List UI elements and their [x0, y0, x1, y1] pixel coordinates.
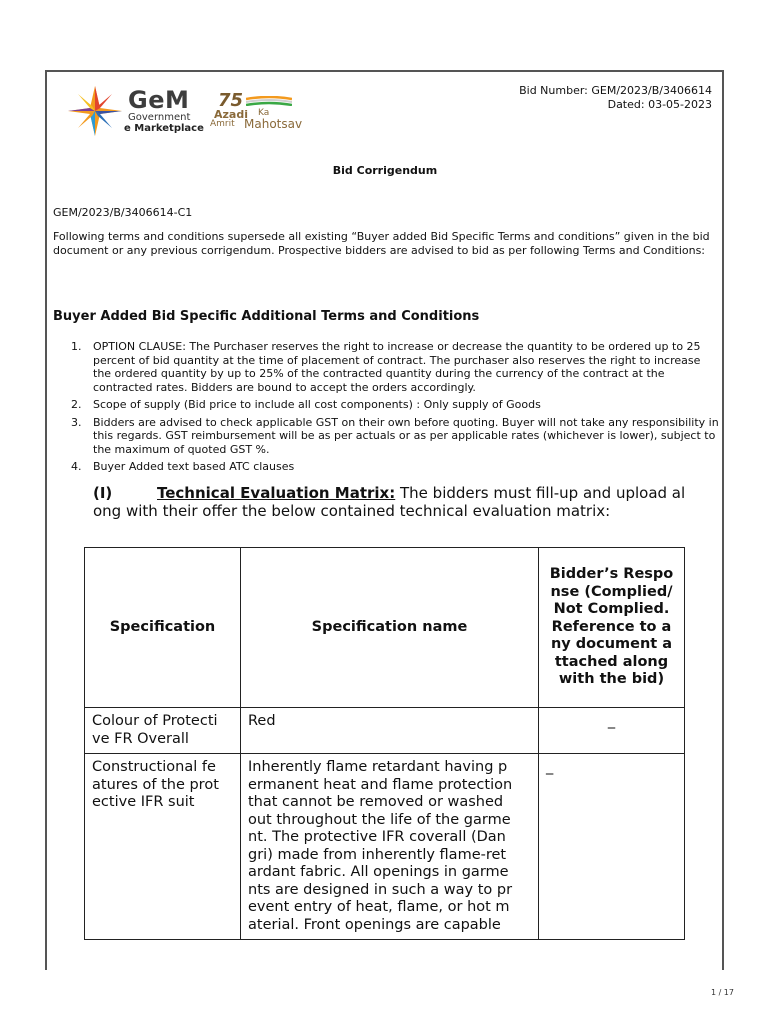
cell-specification: Constructional fe atures of the prot ective IFR suit [85, 754, 241, 940]
cell-specification-name: Inherently flame retardant having p ermanent heat and flame protection that cannot be removed or washed out throughout the life of the garme nt. The protective IFR coverall (Dan gri) made from inherently flame-ret ardant fabric. All openings in garme nts are designed in such a way to pr event entry of heat, flame, or hot m aterial. Front openings are capable [241, 754, 539, 940]
corrigendum-id: GEM/2023/B/3406614-C1 [53, 206, 193, 219]
gem-logo [64, 80, 204, 142]
clause-number: 4. [71, 460, 82, 473]
cell-specification-name: Red [241, 708, 539, 754]
matrix-intro [93, 484, 715, 520]
cell-specification: Colour of Protecti ve FR Overall [85, 708, 241, 754]
clause-item [53, 460, 721, 474]
clause-text: Scope of supply (Bid price to include all cost components) : Only supply of Goods [93, 398, 541, 411]
azadi-logo [210, 90, 320, 134]
matrix-roman-number: (I) [93, 484, 113, 502]
clause-text: Bidders are advised to check applicable GST on their own before quoting. Buyer will not take any responsibility in this regards. GST reimbursement will be as per actuals or as per applicable rates (whichever is lower), subject to the maximum of quoted GST %. [93, 415, 719, 456]
clause-number: 3. [71, 415, 82, 429]
table-row [85, 754, 685, 940]
clause-item [53, 398, 721, 412]
clause-item [53, 340, 721, 394]
cell-bidder-response: _ [539, 754, 685, 940]
matrix-text: The bidders must fill-up and upload al ong with their offer the below contained technical evaluation matrix: [93, 484, 686, 520]
bid-number: Bid Number: GEM/2023/B/3406614 [519, 84, 712, 97]
clause-list [53, 340, 721, 478]
section-heading: Buyer Added Bid Specific Additional Terms and Conditions [53, 309, 480, 324]
cell-bidder-response: _ [539, 708, 685, 754]
document-title: Bid Corrigendum [332, 164, 438, 177]
azadi-amrit: Amrit [210, 119, 235, 129]
header-bidder-response: Bidder’s Respo nse (Complied/ Not Complied. Reference to a ny document a ttached along with the bid) [539, 548, 685, 708]
gem-star-icon [64, 80, 126, 142]
header-specification: Specification [85, 548, 241, 708]
clause-text: Buyer Added text based ATC clauses [93, 460, 295, 473]
table-row [85, 708, 685, 754]
clause-number: 1. [71, 340, 82, 353]
gem-logo-line1: Government [128, 112, 191, 123]
azadi-ka: Ka [258, 108, 270, 118]
clause-text: OPTION CLAUSE: The Purchaser reserves the right to increase or decrease the quantity to be ordered up to 25 percent of bid quantity at the time of placement of contract. The purchaser also reserves the right to increase the ordered quantity by up to 25% of the contracted quantity during the currency of the contract at the contracted rates. Bidders are bound to accept the orders accordingly. [93, 340, 701, 394]
azadi-75: 75 [218, 90, 244, 111]
technical-evaluation-table [84, 547, 685, 940]
header-specification-name: Specification name [241, 548, 539, 708]
clause-item [53, 416, 721, 457]
bid-date: Dated: 03-05-2023 [607, 98, 712, 111]
azadi-mahotsav: Mahotsav [244, 117, 303, 131]
intro-paragraph: Following terms and conditions supersede all existing “Buyer added Bid Specific Terms and conditions” given in the bid document or any previous corrigendum. Prospective bidders are advised to bid as per following Terms and Conditions: [53, 230, 710, 257]
table-header-row [85, 548, 685, 708]
flag-stripes-icon [246, 96, 292, 106]
bid-meta [519, 84, 712, 112]
gem-logo-line2: e Marketplace [124, 123, 204, 134]
clause-number: 2. [71, 398, 82, 411]
gem-logo-title: GeM [128, 86, 190, 114]
page-number: 1 / 17 [710, 988, 734, 997]
matrix-label: Technical Evaluation Matrix: [157, 484, 396, 502]
azadi-word: Azadi [214, 108, 248, 121]
